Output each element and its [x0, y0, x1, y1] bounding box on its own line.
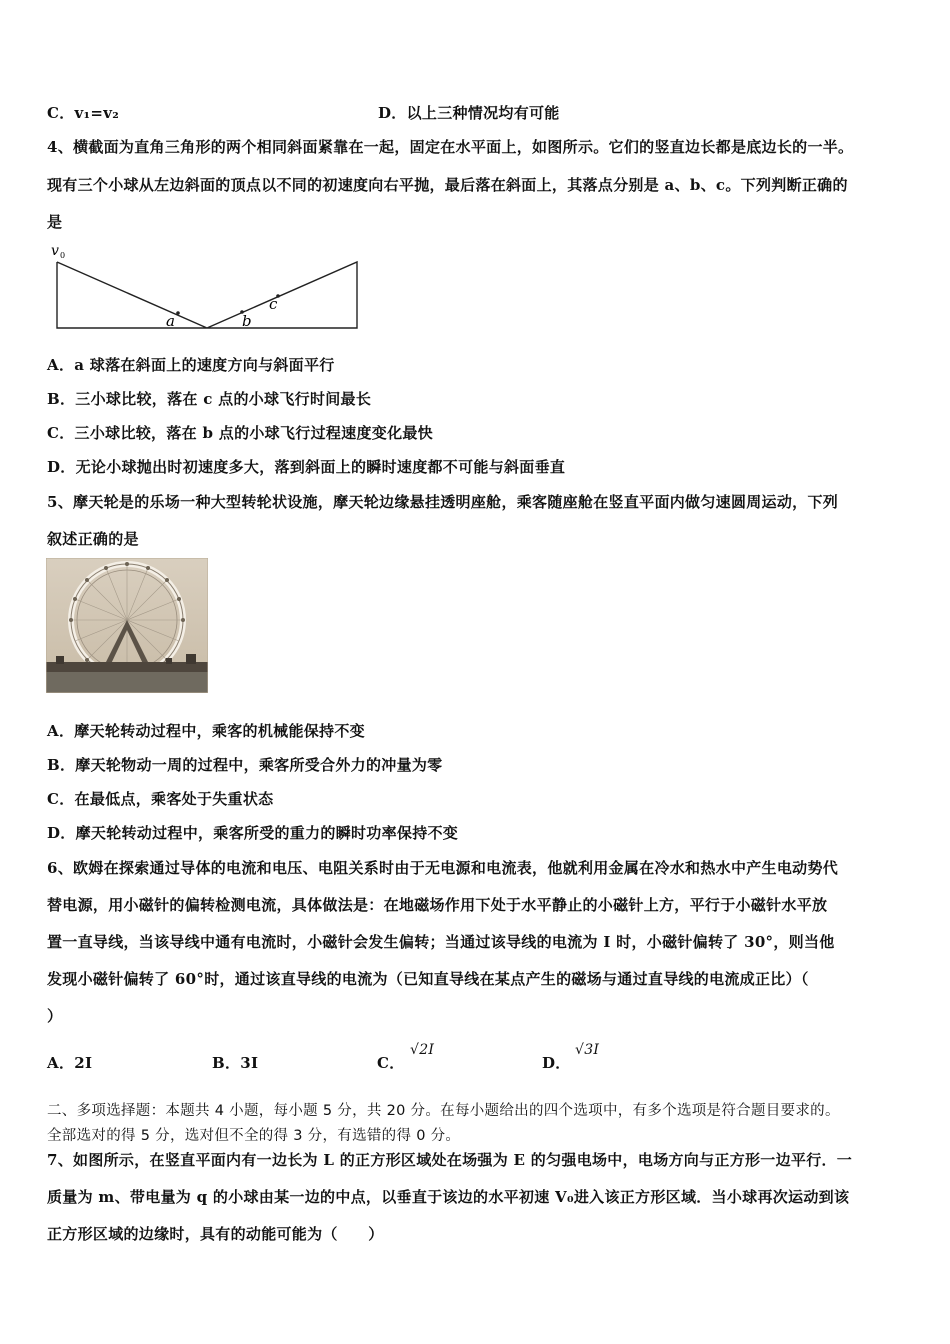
- q4-option-a: A．a 球落在斜面上的速度方向与斜面平行: [47, 356, 335, 374]
- q6-stem-line1: 6、欧姆在探索通过导体的电流和电压、电阻关系时由于无电源和电流表，他就利用金属在冷水和热水中产生电动势代: [47, 859, 839, 877]
- point-a-label: a: [166, 312, 175, 330]
- section2-instructions-line1: 二、多项选择题：本题共 4 小题，每小题 5 分，共 20 分。在每小题给出的四个选项中，有多个选项是符合题目要求的。: [47, 1103, 840, 1119]
- q4-stem-line3: 是: [47, 213, 63, 231]
- section2-instructions-line2: 全部选对的得 5 分，选对但不全的得 3 分，有选错的得 0 分。: [47, 1128, 461, 1144]
- q6-option-b: B．3I: [212, 1054, 259, 1072]
- q6-option-d-label: D．: [542, 1054, 571, 1072]
- q4-option-b: B．三小球比较，落在 c 点的小球飞行时间最长: [47, 390, 372, 408]
- q3-option-d: D．以上三种情况均有可能: [378, 104, 560, 122]
- q6-stem-line3: 置一直导线，当该导线中通有电流时，小磁针会发生偏转；当通过该导线的电流为 I 时，小磁针偏转了 30°，则当他: [47, 933, 835, 951]
- q4-option-c: C．三小球比较，落在 b 点的小球飞行过程速度变化最快: [47, 424, 433, 442]
- q5-option-d: D．摩天轮转动过程中，乘客所受的重力的瞬时功率保持不变: [47, 824, 459, 842]
- q3-option-c: C．v₁=v₂: [47, 104, 120, 122]
- q6-stem-line4: 发现小磁针偏转了 60°时，通过该直导线的电流为（已知直导线在某点产生的磁场与通过直导线的电流成正比）（: [47, 970, 809, 988]
- q5-stem-line1: 5、摩天轮是的乐场一种大型转轮状设施，摩天轮边缘悬挂透明座舱，乘客随座舱在竖直平面内做匀速圆周运动，下列: [47, 493, 839, 511]
- q6-option-a: A．2I: [47, 1054, 93, 1072]
- ferris-wheel-photo: [46, 558, 208, 697]
- q4-option-d: D．无论小球抛出时初速度多大，落到斜面上的瞬时速度都不可能与斜面垂直: [47, 458, 566, 476]
- q5-option-c: C．在最低点，乘客处于失重状态: [47, 790, 274, 808]
- q4-stem-line1: 4、横截面为直角三角形的两个相同斜面紧靠在一起，固定在水平面上，如图所示。它们的竖直边长都是底边长的一半。: [47, 138, 854, 156]
- q6-option-d-value: √3I: [575, 1042, 600, 1058]
- inclined-planes-figure: [47, 238, 367, 337]
- v0-subscript: 0: [60, 251, 66, 260]
- q6-stem-line2: 替电源，用小磁针的偏转检测电流，具体做法是：在地磁场作用下处于水平静止的小磁针上方，平行于小磁针水平放: [47, 896, 828, 914]
- q7-stem-line2: 质量为 m、带电量为 q 的小球由某一边的中点，以垂直于该边的水平初速 V₀进入该正方形区域．当小球再次运动到该: [47, 1188, 850, 1206]
- q6-option-c-value: √2I: [410, 1042, 435, 1058]
- q5-option-b: B．摩天轮物动一周的过程中，乘客所受合外力的冲量为零: [47, 756, 443, 774]
- q6-stem-line5: ）: [47, 1007, 63, 1025]
- q4-stem-line2: 现有三个小球从左边斜面的顶点以不同的初速度向右平抛，最后落在斜面上，其落点分别是 a、b、c。下列判断正确的: [47, 176, 848, 194]
- q5-stem-line2: 叙述正确的是: [47, 530, 139, 548]
- v0-label: v: [51, 243, 59, 259]
- q7-stem-line3: 正方形区域的边缘时，具有的动能可能为（ ）: [47, 1225, 384, 1243]
- q7-stem-line1: 7、如图所示，在竖直平面内有一边长为 L 的正方形区域处在场强为 E 的匀强电场中，电场方向与正方形一边平行．一: [47, 1151, 853, 1169]
- point-c-label: c: [269, 295, 278, 313]
- point-b-label: b: [242, 312, 252, 330]
- q6-option-c-label: C．: [377, 1054, 405, 1072]
- q5-option-a: A．摩天轮转动过程中，乘客的机械能保持不变: [47, 722, 365, 740]
